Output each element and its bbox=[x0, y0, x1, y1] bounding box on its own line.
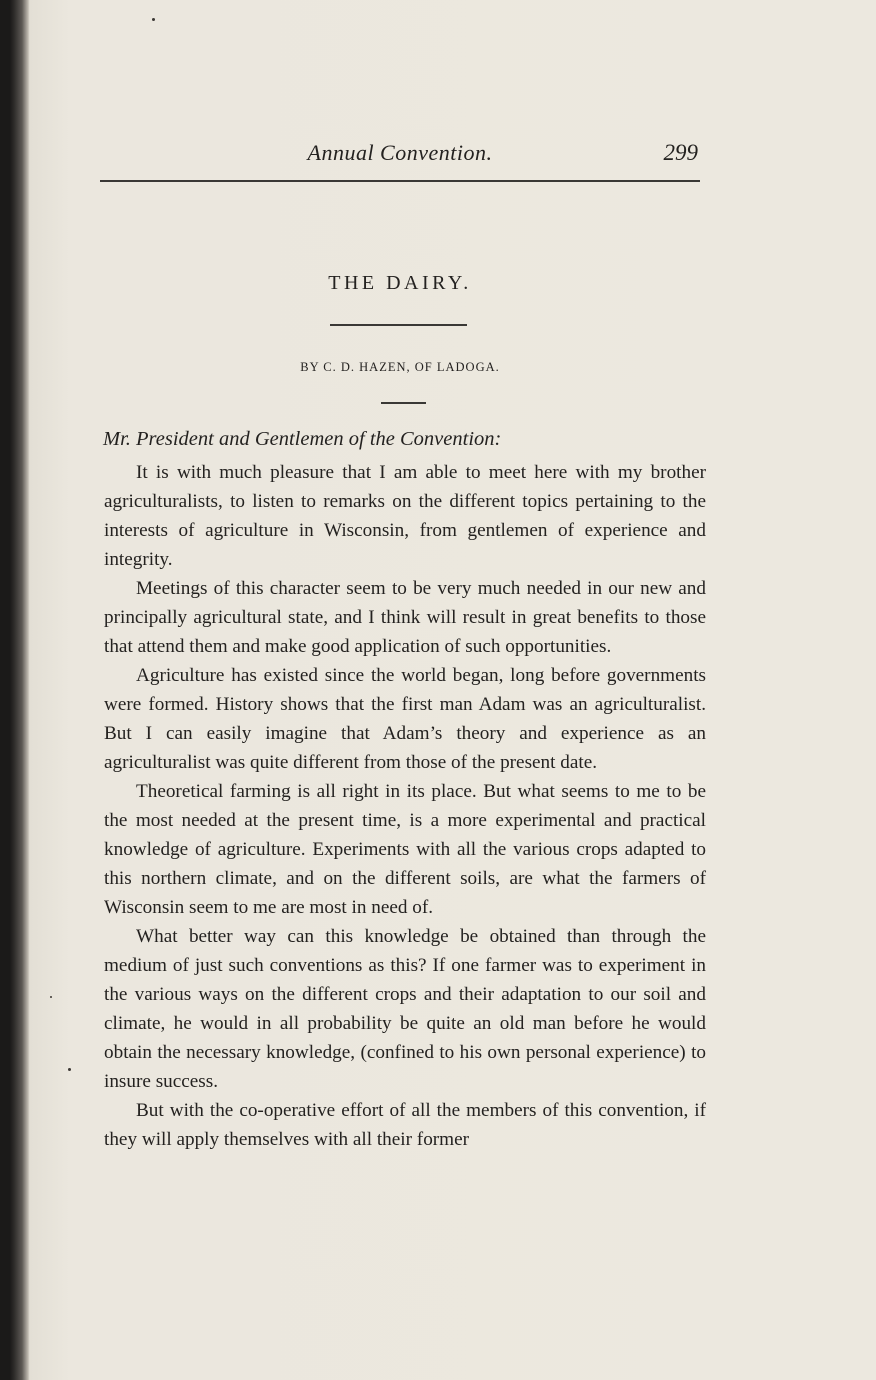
header-rule bbox=[100, 180, 700, 182]
paragraph: What better way can this knowledge be obtained than through the medium of just such conventions as this? If one farmer was to experiment in the various ways on the different crops and their adaptation to our soil and climate, he would in all probability be quite an old man before he would obtain the necessary knowledge, (confined to his own personal experience) to insure success. bbox=[104, 926, 706, 1092]
byline-rule bbox=[381, 402, 426, 404]
running-head bbox=[100, 140, 700, 170]
article-body bbox=[104, 458, 706, 1154]
paragraph: Theoretical farming is all right in its place. But what seems to me to be the most needed at the present time, is a more experimental and practical knowledge of agriculture. Experiments with all the various crops adapted to this northern climate, and on the different soils, are what the farmers of Wisconsin seem to me are most in need of. bbox=[104, 781, 706, 918]
paragraph: Meetings of this character seem to be very much needed in our new and principally agricultural state, and I think will result in great benefits to those that attend them and make good application of such opportunities. bbox=[104, 578, 706, 657]
page-number: 299 bbox=[663, 140, 698, 165]
article-byline: BY C. D. HAZEN, OF LADOGA. bbox=[300, 360, 500, 374]
page-speck bbox=[50, 996, 52, 998]
paragraph: It is with much pleasure that I am able to meet here with my brother agriculturalists, to listen to remarks on the different topics pertaining to the interests of agriculture in Wisconsin, from gentlemen of experience and integrity. bbox=[104, 462, 706, 570]
salutation: Mr. President and Gentlemen of the Convention: bbox=[103, 428, 502, 450]
book-binding-edge bbox=[0, 0, 30, 1380]
paragraph: Agriculture has existed since the world began, long before governments were formed. History shows that the first man Adam was an agriculturalist. But I can easily imagine that Adam’s theory and experience as an agriculturalist was quite different from those of the present date. bbox=[104, 665, 706, 773]
article-title: THE DAIRY. bbox=[328, 272, 472, 294]
page-speck bbox=[68, 1068, 71, 1071]
paragraph: But with the co-operative effort of all the members of this convention, if they will apply themselves with all their former bbox=[104, 1100, 706, 1150]
running-head-title: Annual Convention. bbox=[307, 140, 493, 165]
title-rule bbox=[330, 324, 467, 326]
page-speck bbox=[152, 18, 155, 21]
